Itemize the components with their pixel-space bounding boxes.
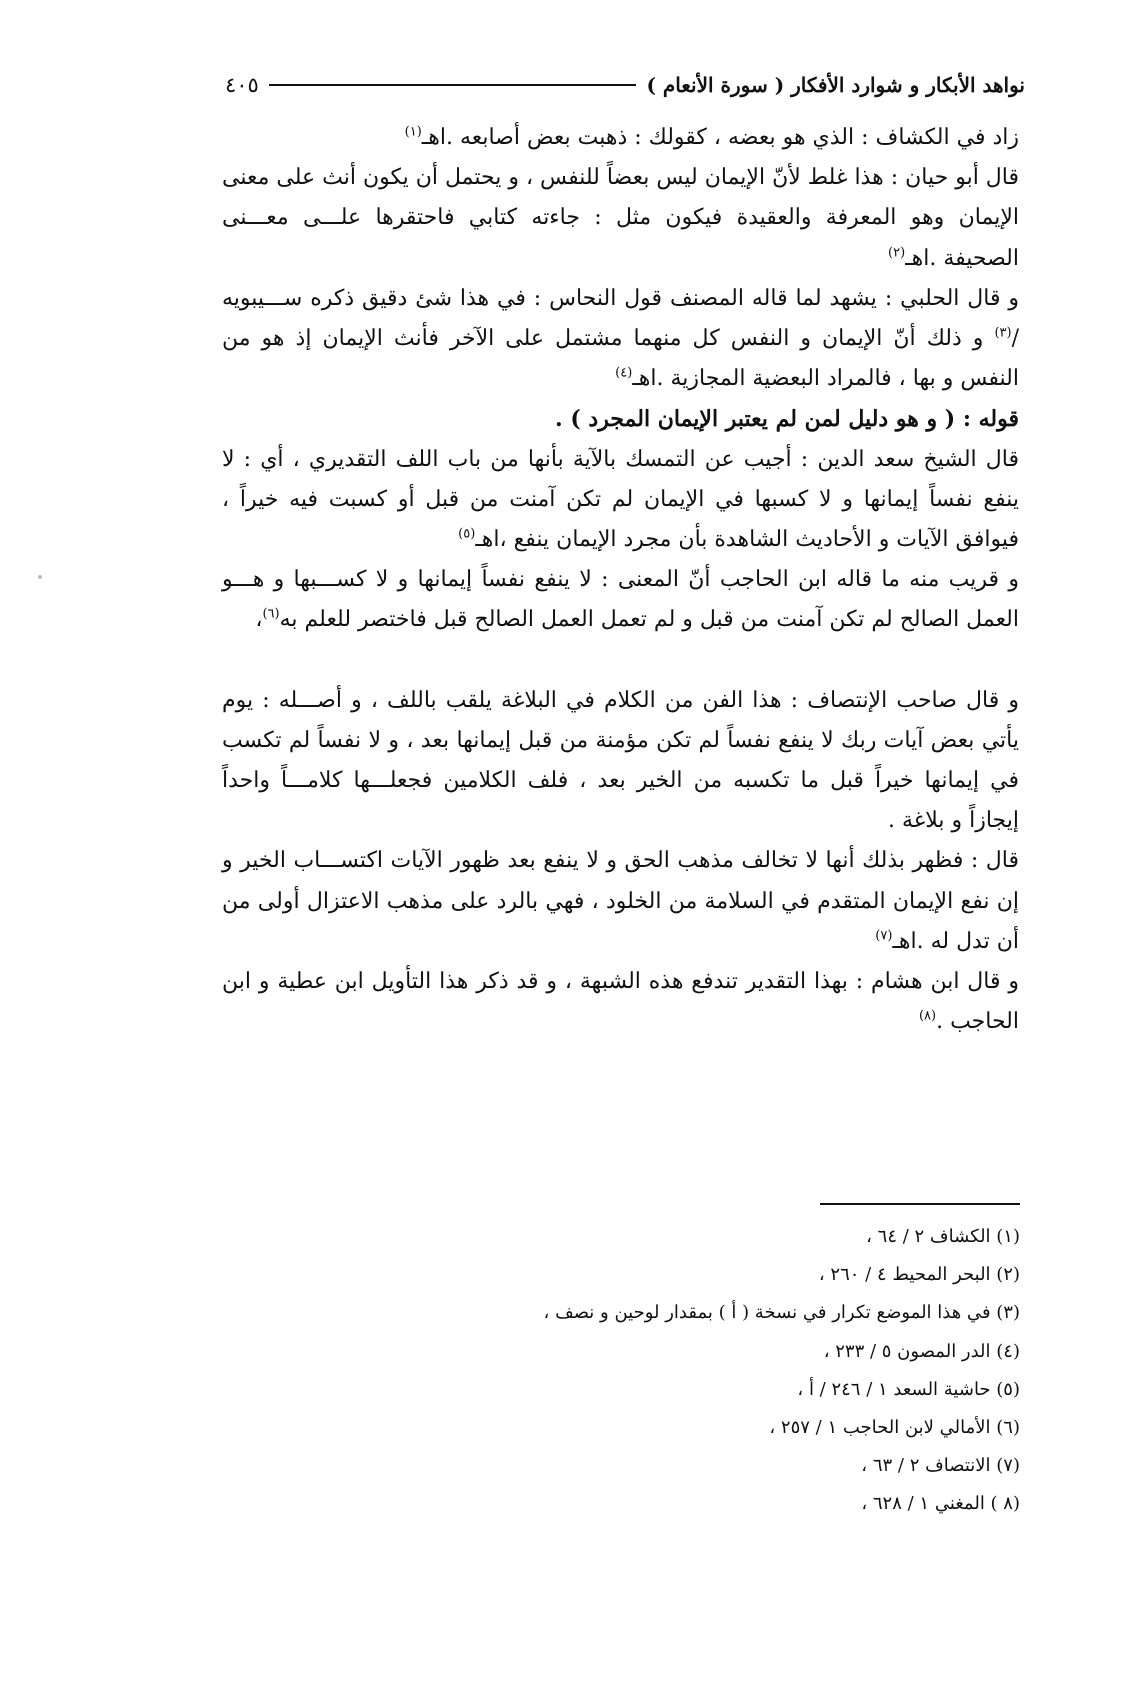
main-text: [222, 118, 1019, 1042]
header-title: نواهد الأبكار و شوارد الأفكار ( سورة الأنعام ): [646, 73, 1025, 97]
paragraph-text: و ذلك أنّ الإيمان و النفس كل منهما مشتمل على الآخر فأنث الإيمان إذ هو من النفس و بها ، فالمراد البعضية المجازية .اهـ: [222, 326, 1019, 392]
page-number: ٤٠٥: [225, 73, 259, 97]
paragraph-text: قال الشيخ سعد الدين : أجيب عن التمسك بالآية بأنها من باب اللف التقديري ، أي : لا ينفع نفساً إيمانها و لا كسبها في الإيمان لم تكن آمنت من قبل أو كسبت فيه خيراً ، فيوافق الآيات و الأحاديث الشاهدة بأن مجرد الإيمان ينفع ،اهـ: [222, 446, 1019, 553]
paragraph-6: [222, 681, 1019, 842]
paragraph-text: و قريب منه ما قاله ابن الحاجب أنّ المعنى : لا ينفع نفساً إيمانها و لا كســـبها و هـــو العمل الصالح لم تكن آمنت من قبل و لم تعمل العمل الصالح قبل فاختصر للعلم به: [222, 567, 1019, 633]
scan-speck: [38, 575, 42, 579]
paragraph-7: [222, 841, 1019, 962]
paragraph-1: [222, 118, 1019, 158]
paragraph-gap: [222, 641, 1019, 681]
paragraph-3: [222, 279, 1019, 400]
paragraph-5: [222, 560, 1019, 640]
footnote-ref: (٦): [262, 607, 280, 623]
footnote-separator: [820, 1203, 1020, 1205]
running-header: [225, 66, 1025, 104]
footnote-2: (٢) البحر المحيط ٤ / ٢٦٠ ،: [818, 1264, 1020, 1286]
section-heading: قوله : ( و هو دليل لمن لم يعتبر الإيمان المجرد ) .: [555, 406, 1019, 433]
footnote-7: (٧) الانتصاف ٢ / ٦٣ ،: [861, 1455, 1020, 1477]
paragraph-text: قال : فظهر بذلك أنها لا تخالف مذهب الحق و لا ينفع بعد ظهور الآيات اكتســـاب الخير و إن نفع الإيمان المتقدم في السلامة من الخلود ، فهي بالرد على مذهب الاعتزال أولى من أن تدل له .اهـ: [222, 848, 1019, 954]
footnote-ref: (٥): [458, 526, 476, 542]
footnote-ref: (٤): [615, 365, 633, 381]
footnote-1: (١) الكشاف ٢ / ٦٤ ،: [866, 1226, 1020, 1247]
paragraph-text: و قال الحلبي : يشهد لما قاله المصنف قول النحاس : في هذا شئ دقيق ذكره ســـيبويه /: [222, 285, 1019, 352]
footnote-5: (٥) حاشية السعد ١ / ٢٤٦ / أ ،: [797, 1378, 1020, 1400]
footnote-ref: (٧): [875, 928, 893, 944]
paragraph-4: [222, 440, 1019, 561]
footnote-ref: (٢): [888, 245, 906, 261]
paragraph-text: و قال صاحب الإنتصاف : هذا الفن من الكلام في البلاغة يلقب باللف ، و أصـــله : يوم يأتي بعض آيات ربك لا ينفع نفساً لم تكن مؤمنة من قبل إيمانها بعد ، و لا نفساً لم تكسب في إيمانها خيراً قبل ما تكسبه من الخير بعد ، فلف الكلامين فجعلـــها كلامـــاً واحداً إيجازاً و بلاغة .: [222, 687, 1019, 834]
footnote-8: (٨ ) المغني ١ / ٦٢٨ ،: [861, 1493, 1020, 1515]
footnote-ref: (٨): [918, 1008, 937, 1024]
header-rule: [269, 84, 637, 86]
paragraph-text: زاد في الكشاف : الذي هو بعضه ، كقولك : ذهبت بعض أصابعه .اهـ: [421, 125, 1019, 150]
paragraph-text: قال أبو حيان : هذا غلط لأنّ الإيمان ليس بعضاً للنفس ، و يحتمل أن يكون أنث على معنى الإيمان وهو المعرفة والعقيدة فيكون مثل : جاءته كتابي فاحتقرها علـــى معـــنى الصحيفة .اهـ: [222, 165, 1019, 271]
footnote-6: (٦) الأمالي لابن الحاجب ١ / ٢٥٧ ،: [769, 1417, 1020, 1439]
paragraph-text: و قال ابن هشام : بهذا التقدير تندفع هذه الشبهة ، و قد ذكر هذا التأويل ابن عطية و ابن الحاجب .: [222, 969, 1019, 1035]
footnote-ref: (٣): [994, 325, 1012, 341]
paragraph-8: [222, 962, 1019, 1042]
paragraph-2: [222, 158, 1019, 279]
footnote-ref: (١): [404, 124, 422, 140]
footnote-3: (٣) في هذا الموضع تكرار في نسخة ( أ ) بمقدار لوحين و نصف ،: [543, 1302, 1020, 1324]
paragraph-end-mark: ،: [255, 607, 263, 633]
footnotes: [480, 1218, 1020, 1524]
footnote-4: (٤) الدر المصون ٥ / ٢٣٣ ،: [823, 1340, 1020, 1362]
